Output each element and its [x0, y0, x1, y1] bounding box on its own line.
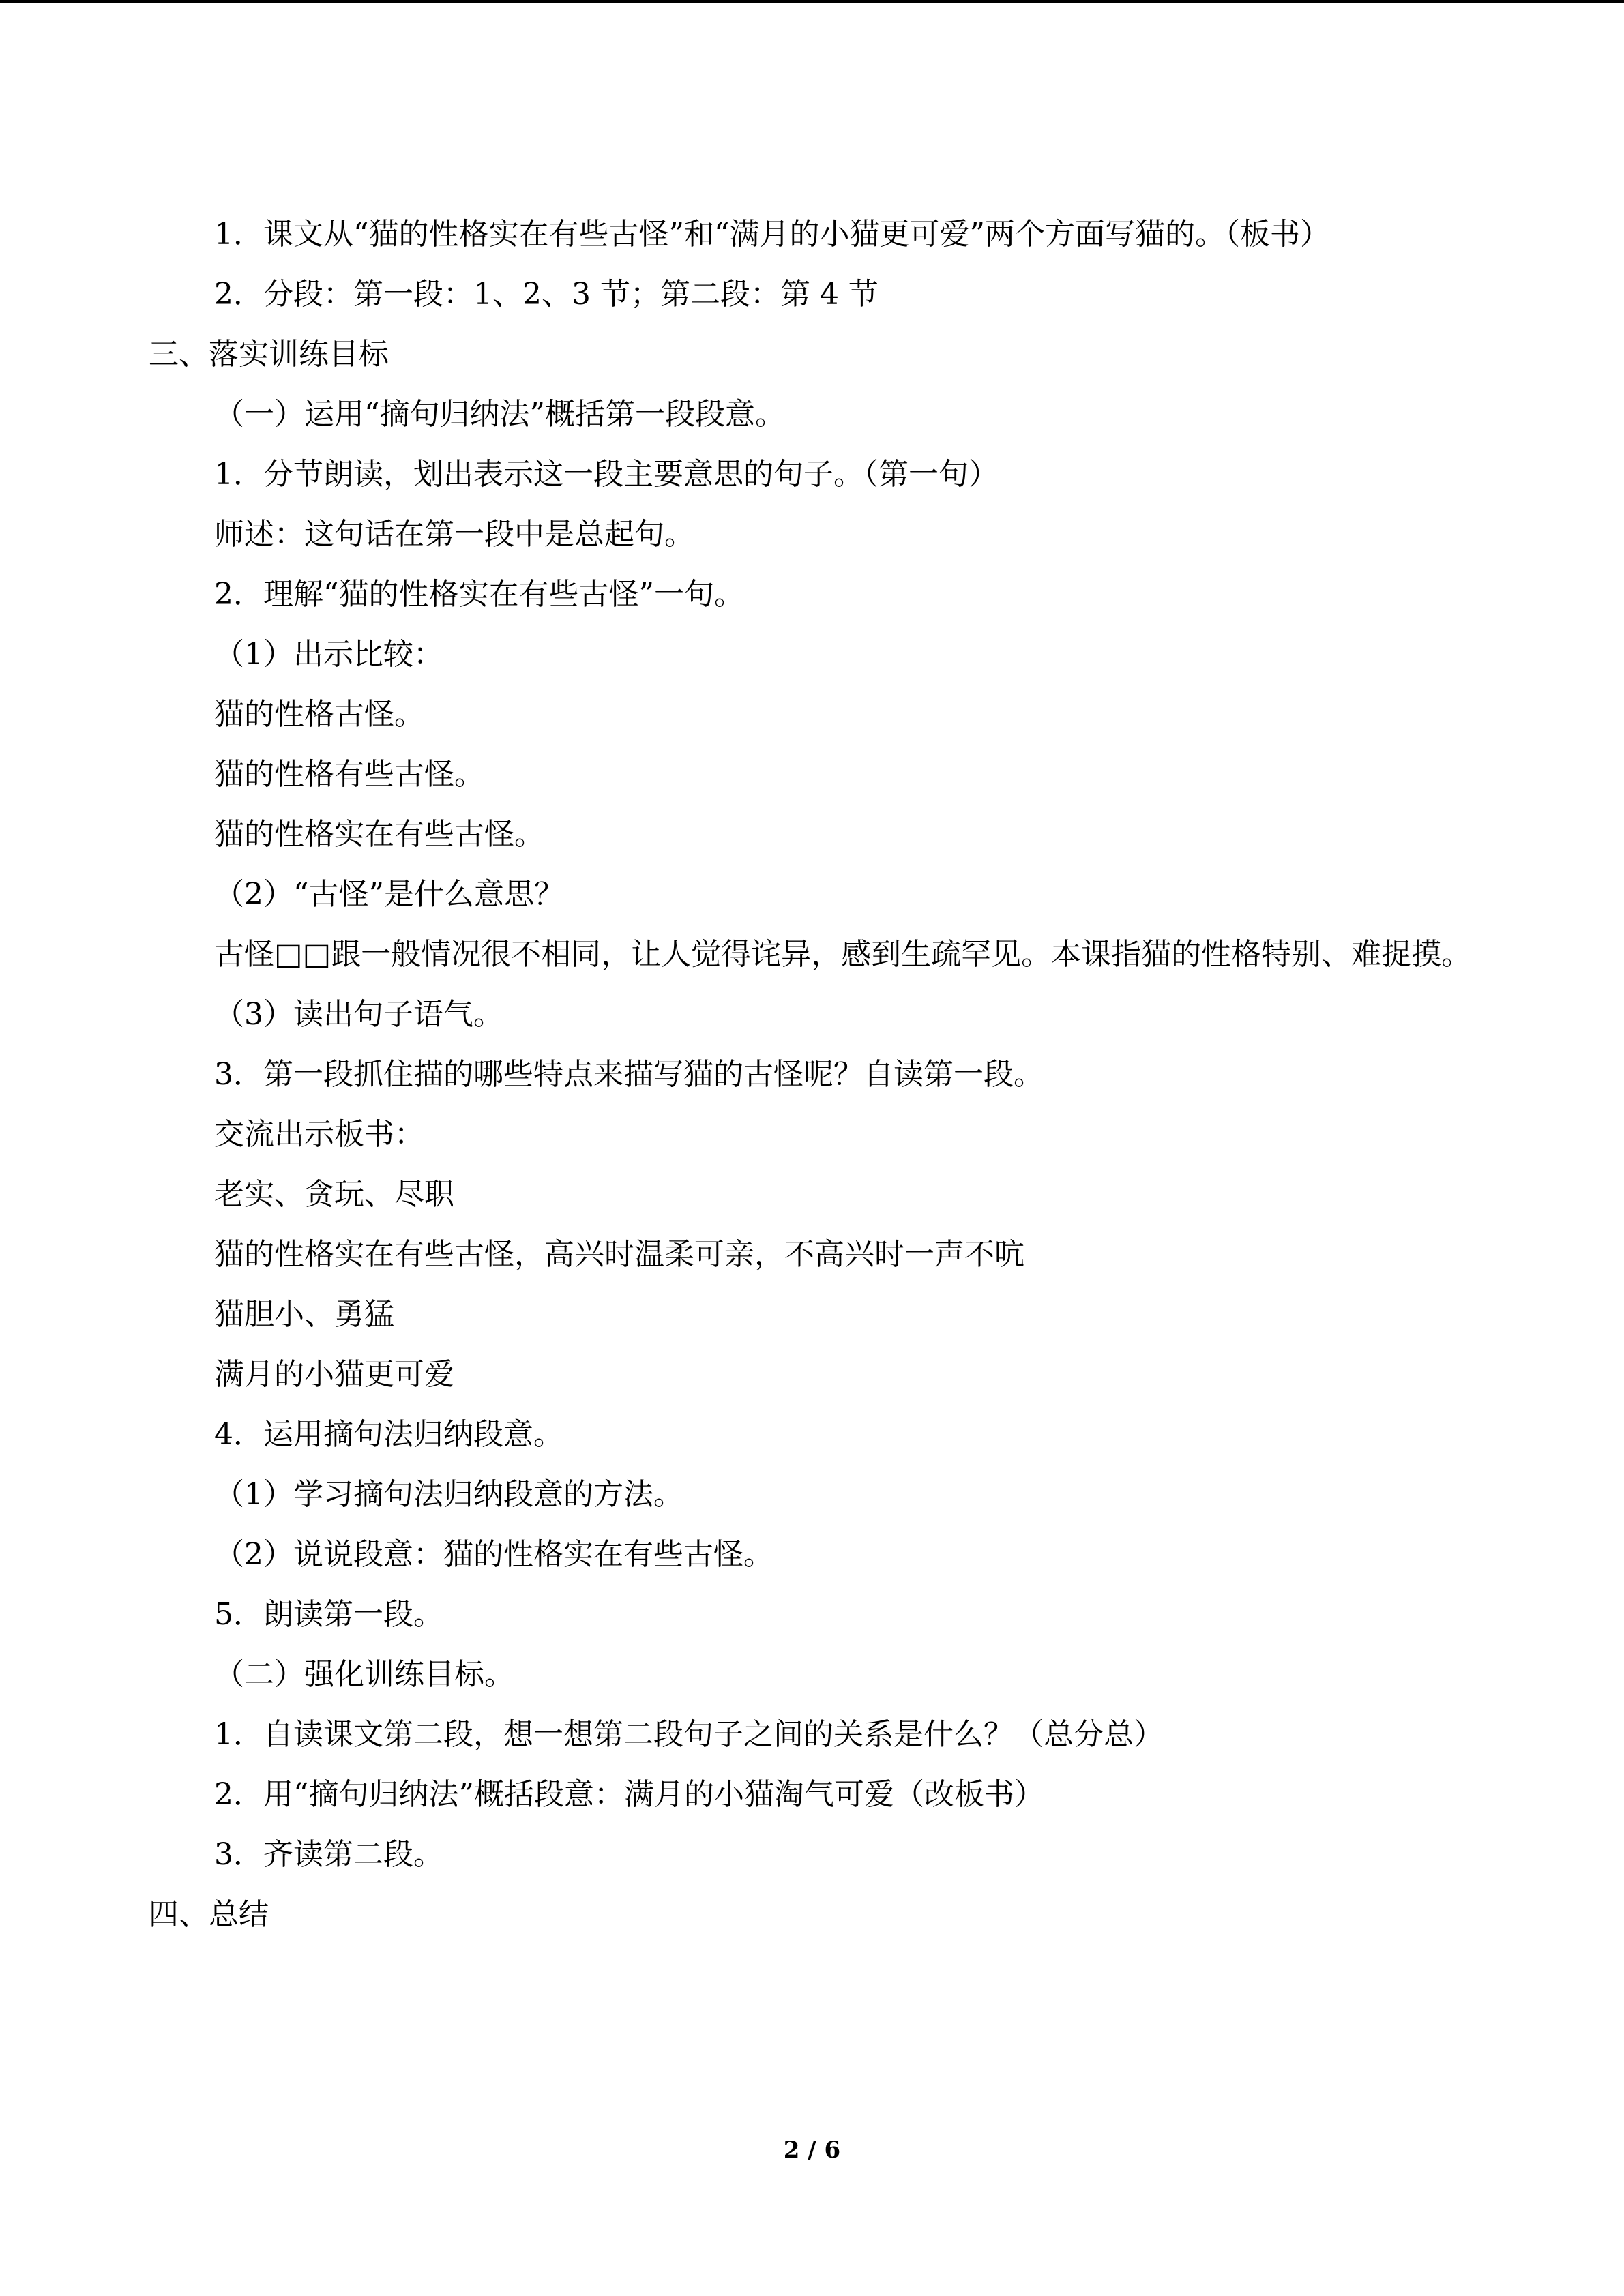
paragraph-4: 师述：这句话在第一段中是总起句。 [214, 517, 694, 552]
paragraph-3: 1．分节朗读，划出表示这一段主要意思的句子。（第一句） [214, 457, 999, 492]
paragraph-24: 2．用“摘句归纳法”概括段意：满月的小猫淘气可爱（改板书） [214, 1777, 1044, 1812]
paragraph-14: 交流出示板书： [214, 1117, 424, 1152]
paragraph-21: （2）说说段意：猫的性格实在有些古怪。 [214, 1537, 773, 1572]
paragraph-10: （2）“古怪”是什么意思？ [214, 877, 564, 912]
document-body [149, 205, 1475, 1945]
paragraph-19: 4．运用摘句法归纳段意。 [214, 1417, 563, 1452]
top-border-line [0, 0, 1624, 3]
paragraph-16: 猫的性格实在有些古怪，高兴时温柔可亲，不高兴时一声不吭 [214, 1237, 1024, 1272]
paragraph-23: 1．自读课文第二段，想一想第二段句子之间的关系是什么？（总分总） [214, 1717, 1164, 1752]
section-heading-3: 三、落实训练目标 [149, 337, 389, 372]
paragraph-13: 3．第一段抓住描的哪些特点来描写猫的古怪呢？自读第一段。 [214, 1057, 1044, 1092]
paragraph-9: 猫的性格实在有些古怪。 [214, 817, 544, 852]
paragraph-22: 5．朗读第一段。 [214, 1597, 443, 1632]
subsection-heading-2: （二）强化训练目标。 [214, 1657, 514, 1692]
paragraph-2: 2．分段：第一段：1、2、3 节；第二段：第 4 节 [214, 277, 879, 312]
paragraph-18: 满月的小猫更可爱 [214, 1357, 454, 1392]
paragraph-6: （1）出示比较： [214, 637, 443, 672]
paragraph-12: （3）读出句子语气。 [214, 997, 503, 1032]
paragraph-17: 猫胆小、勇猛 [214, 1297, 394, 1332]
paragraph-25: 3．齐读第二段。 [214, 1837, 443, 1872]
paragraph-8: 猫的性格有些古怪。 [214, 757, 484, 792]
paragraph-5: 2．理解“猫的性格实在有些古怪”一句。 [214, 577, 744, 612]
paragraph-7: 猫的性格古怪。 [214, 697, 424, 732]
subsection-heading-1: （一）运用“摘句归纳法”概括第一段段意。 [214, 397, 785, 432]
paragraph-20: （1）学习摘句法归纳段意的方法。 [214, 1477, 683, 1512]
paragraph-11: 古怪□□跟一般情况很不相同，让人觉得诧异，感到生疏罕见。本课指猫的性格特别、难捉摸。 [214, 937, 1472, 972]
paragraph-1: 1．课文从“猫的性格实在有些古怪”和“满月的小猫更可爱”两个方面写猫的。（板书） [214, 217, 1330, 252]
section-heading-4: 四、总结 [149, 1897, 269, 1932]
page-number: 2 / 6 [783, 2136, 841, 2164]
paragraph-15: 老实、贪玩、尽职 [214, 1177, 454, 1212]
